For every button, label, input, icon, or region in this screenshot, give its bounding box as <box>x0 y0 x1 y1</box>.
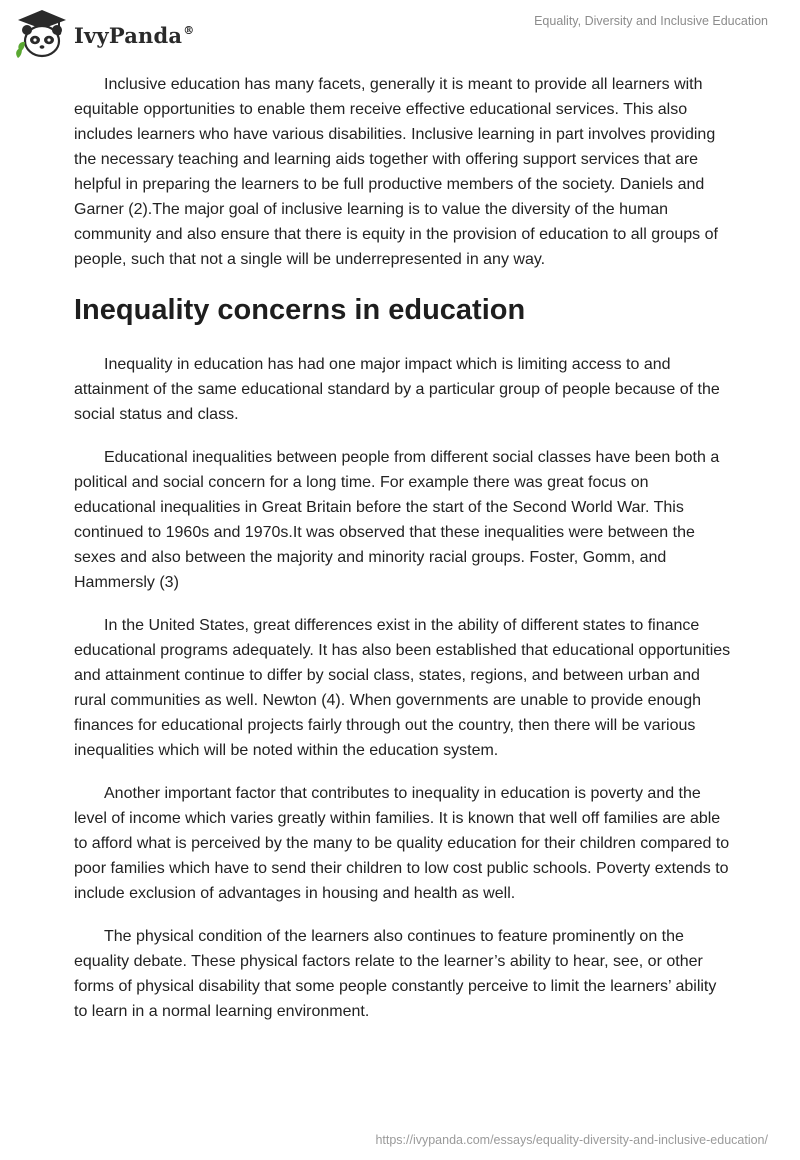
logo-text: IvyPanda® <box>74 22 195 48</box>
footer-url-link[interactable]: https://ivypanda.com/essays/equality-diversity-and-inclusive-education/ <box>375 1133 768 1147</box>
body-paragraph: In the United States, great differences exist in the ability of different states to finance educational programs adequately. It has also been established that educational opportunities and attainment continue to differ by social class, states, regions, and between urban and rural communities as well. Newton (4). When governments are unable to provide enough finances for educational projects fairly through out the country, then there will be various inequalities which will be noted within the education system. <box>74 617 731 759</box>
section-heading: Inequality concerns in education <box>74 294 526 326</box>
panda-graduate-icon <box>14 8 70 60</box>
page-header <box>0 0 800 66</box>
body-paragraph: Another important factor that contributes to inequality in education is poverty and the level of income which varies greatly within families. It is known that well off families are able to afford what is perceived by the many to be quality education for their children compared to poor families which have to send their children to low cost public schools. Poverty extends to include exclusion of advantages in housing and health as well. <box>74 785 730 902</box>
essay-content <box>74 72 734 1042</box>
ivypanda-logo[interactable] <box>14 8 194 60</box>
body-paragraph: The physical condition of the learners also continues to feature prominently on the equality debate. These physical factors relate to the learner’s ability to hear, see, or other forms of physical disability that some people constantly perceive to limit the learners’ ability to learn in a normal learning environment. <box>74 928 717 1020</box>
body-paragraph: Inequality in education has had one major impact which is limiting access to and attainment of the same educational standard by a particular group of people because of the social status and class. <box>74 356 720 423</box>
intro-paragraph: Inclusive education has many facets, generally it is meant to provide all learners with equitable opportunities to enable them receive effective educational services. This also includes learners who have various disabilities. Inclusive learning in part involves providing the necessary teaching and learning aids together with offering support services that are helpful in preparing the learners to be full productive members of the society. Daniels and Garner (2).The major goal of inclusive learning is to value the diversity of the human community and also ensure that there is equity in the provision of education to all groups of people, such that not a single will be underrepresented in any way. <box>74 76 718 268</box>
document-title: Equality, Diversity and Inclusive Education <box>534 14 768 28</box>
body-paragraph: Educational inequalities between people from different social classes have been both a political and social concern for a long time. For example there was great focus on educational inequalities in Great Britain before the start of the Second World War. This continued to 1960s and 1970s.It was observed that these inequalities were between the sexes and also between the majority and minority racial groups. Foster, Gomm, and Hammersly (3) <box>74 449 720 591</box>
registered-mark: ® <box>183 23 195 37</box>
